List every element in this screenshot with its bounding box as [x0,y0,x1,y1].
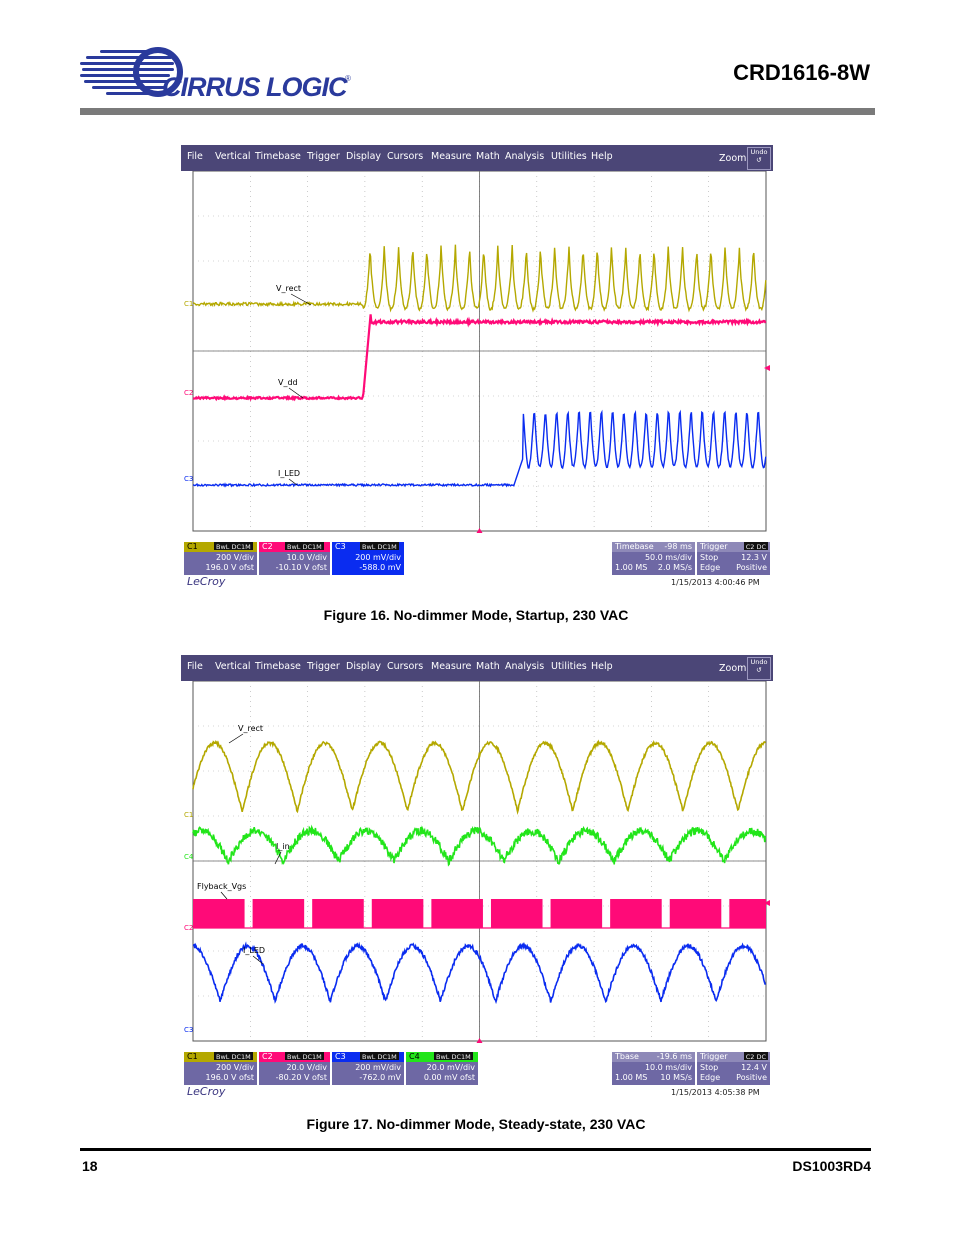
trigger-box[interactable] [697,542,770,575]
trigger-level-marker [764,365,770,371]
channel-coupling: BwL DC1M [216,543,251,551]
channel-offset: 196.0 V ofst [205,563,254,572]
scope-screenshot-startup [181,145,773,592]
channel-offset: -588.0 mV [359,563,401,572]
trigger-slope: Positive [736,563,767,572]
menu-vertical[interactable]: Vertical [215,661,251,672]
menu-help[interactable]: Help [591,661,613,672]
channel-vdiv: 200 mV/div [355,553,401,562]
menu-display[interactable]: Display [346,661,382,672]
annotation-i-led: I_LED [278,469,301,478]
marker-c4: C4 [184,853,194,861]
channel-id: C1 [187,1052,198,1061]
channel-vdiv: 200 mV/div [355,1063,401,1072]
annotation-flyback-vgs: Flyback_Vgs [197,882,247,891]
scope-timestamp: 1/15/2013 4:00:46 PM [671,578,760,587]
lecroy-brand: LeCroy [187,1085,226,1098]
undo-button[interactable] [747,657,771,680]
marker-c1: C1 [184,300,194,308]
menu-timebase[interactable]: Timebase [255,661,301,672]
channel-offset: 0.00 mV ofst [423,1073,475,1082]
timebase-samples: 1.00 MS [615,563,648,572]
doc-title: CRD1616-8W [733,60,870,85]
menu-analysis[interactable]: Analysis [505,151,545,162]
marker-c2: C2 [184,389,194,397]
lecroy-brand: LeCroy [187,575,226,588]
channel-box-c3[interactable] [332,1052,404,1085]
channel-box-c3[interactable] [332,542,404,575]
scope-screenshot-steady-state [181,655,773,1102]
trigger-source: C2 DC [745,1053,766,1061]
doc-id: DS1003RD4 [792,1158,871,1174]
channel-box-c1[interactable] [184,1052,257,1085]
menu-help[interactable]: Help [591,151,613,162]
channel-coupling: BwL DC1M [436,1053,471,1061]
channel-offset: -10.10 V ofst [275,563,327,572]
menu-vertical[interactable]: Vertical [215,151,251,162]
scope-timestamp: 1/15/2013 4:05:38 PM [671,1088,760,1097]
menu-zoom[interactable]: Zoom [719,153,747,164]
menu-measure[interactable]: Measure [431,661,472,672]
channel-box-c2[interactable] [259,1052,330,1085]
marker-c3: C3 [184,1026,194,1034]
undo-label: Undo [750,148,768,156]
channel-offset: -762.0 mV [359,1073,401,1082]
timebase-rate: 10 MS/s [660,1073,692,1082]
figure-17-caption: Figure 17. No-dimmer Mode, Steady-state, 230 VAC [306,1116,646,1132]
timebase-label: Tbase [615,1052,639,1061]
timebase-tdiv: 10.0 ms/div [644,1063,692,1072]
undo-icon: ↺ [756,666,762,674]
timebase-samples: 1.00 MS [615,1073,648,1082]
channel-vdiv: 20.0 V/div [286,1063,327,1072]
undo-label: Undo [750,658,768,666]
channel-id: C4 [409,1052,420,1061]
menu-math[interactable]: Math [476,661,500,672]
menu-math[interactable]: Math [476,151,500,162]
channel-id: C1 [187,542,198,551]
scope-menubar [181,145,773,171]
annotation-v-dd: V_dd [278,378,298,387]
trigger-label: Trigger [700,1052,728,1061]
menu-analysis[interactable]: Analysis [505,661,545,672]
page-number: 18 [82,1158,98,1174]
annotation-i-led: I_LED [243,946,266,955]
trigger-label: Trigger [700,542,728,551]
marker-c3: C3 [184,475,194,483]
menu-display[interactable]: Display [346,151,382,162]
menu-trigger[interactable]: Trigger [307,151,340,162]
trigger-source: C2 DC [745,543,766,551]
channel-offset: -80.20 V ofst [275,1073,327,1082]
channel-coupling: BwL DC1M [287,543,322,551]
trigger-level: 12.4 V [741,1063,767,1072]
menu-file[interactable]: File [187,661,203,672]
channel-coupling: BwL DC1M [216,1053,251,1061]
trigger-slope: Positive [736,1073,767,1082]
scope-menubar [181,655,773,681]
timebase-label: Timebase [615,542,654,551]
cirrus-logic-logo [80,44,360,108]
channel-id: C3 [335,542,346,551]
annotation-i-in: I_in [276,842,290,851]
channel-coupling: BwL DC1M [362,1053,397,1061]
annotation-v-rect: V_rect [238,724,264,733]
timebase-rate: 2.0 MS/s [657,563,692,572]
trigger-level: 12.3 V [741,553,767,562]
menu-measure[interactable]: Measure [431,151,472,162]
timebase-delay: -19.6 ms [656,1052,692,1061]
channel-offset: 196.0 V ofst [205,1073,254,1082]
channel-vdiv: 10.0 V/div [286,553,327,562]
undo-icon: ↺ [756,156,762,164]
grid [193,171,766,533]
channel-box-c2[interactable] [259,542,330,575]
figure-16-caption: Figure 16. No-dimmer Mode, Startup, 230 VAC [323,607,629,623]
menu-utilities[interactable]: Utilities [551,151,587,162]
channel-coupling: BwL DC1M [362,543,397,551]
trace-flyback-vgs-bursts [193,899,766,928]
menu-trigger[interactable]: Trigger [307,661,340,672]
logo-text: CIRRUS LOGIC [162,72,347,102]
menu-utilities[interactable]: Utilities [551,661,587,672]
channel-id: C2 [262,1052,273,1061]
menu-cursors[interactable]: Cursors [387,151,424,162]
channel-vdiv: 200 V/div [215,1063,254,1072]
channel-id: C2 [262,542,273,551]
channel-coupling: BwL DC1M [287,1053,322,1061]
trigger-box[interactable] [697,1052,770,1085]
menu-timebase[interactable]: Timebase [255,151,301,162]
channel-vdiv: 200 V/div [215,553,254,562]
header-rule [80,108,875,115]
registered-mark: ® [345,74,351,83]
marker-c1: C1 [184,811,194,819]
undo-button[interactable] [747,147,771,170]
scope-waveform-display [181,171,773,537]
trigger-type: Edge [700,1073,721,1082]
channel-box-c1[interactable] [184,542,257,575]
trigger-mode: Stop [700,1063,719,1072]
menu-zoom[interactable]: Zoom [719,663,747,674]
channel-id: C3 [335,1052,346,1061]
channel-vdiv: 20.0 mV/div [426,1063,475,1072]
timebase-box[interactable] [612,542,695,575]
channel-box-c4[interactable] [406,1052,478,1085]
timebase-box[interactable] [612,1052,695,1085]
footer-rule [80,1148,871,1151]
annotation-v-rect: V_rect [276,284,302,293]
menu-cursors[interactable]: Cursors [387,661,424,672]
marker-c2: C2 [184,924,194,932]
timebase-tdiv: 50.0 ms/div [644,553,692,562]
trigger-type: Edge [700,563,721,572]
scope-waveform-display [181,681,773,1047]
trigger-mode: Stop [700,553,719,562]
timebase-delay: -98 ms [664,542,692,551]
menu-file[interactable]: File [187,151,203,162]
